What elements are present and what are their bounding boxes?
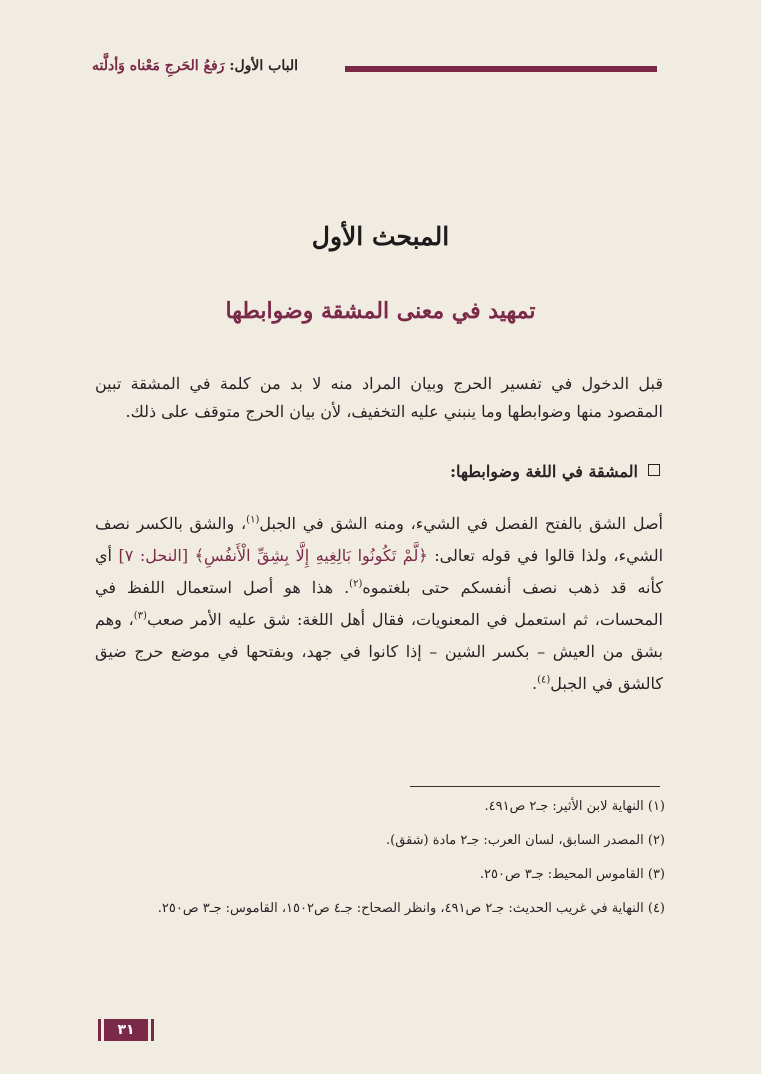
- footnote-2: (٢) المصدر السابق، لسان العرب: جـ٢ مادة (شقق).: [386, 833, 665, 848]
- intro-paragraph: قبل الدخول في تفسير الحرج وبيان المراد منه لا بد من كلمة في المشقة تبين المقصود منها وضوابطها وما ينبني عليه التخفيف، لأن بيان الحرج متوقف على ذلك.: [95, 374, 663, 421]
- footnote-1: (١) النهاية لابن الأثير: جـ٢ ص٤٩١.: [484, 799, 665, 814]
- header-subtitle: رَفعُ الحَرجِ مَعْناه وَأدلَّته: [92, 58, 225, 74]
- footnote-3: (٣) القاموس المحيط: جـ٣ ص٢٥٠.: [479, 867, 665, 882]
- verse-reference: [النحل: ٧]: [118, 546, 189, 565]
- footnote-ref-2[interactable]: (٢): [349, 578, 363, 590]
- body-text-3: أي كأنه قد ذهب نصف أنفسكم حتى بلغتموه: [95, 546, 664, 597]
- running-header: [92, 58, 298, 74]
- body-paragraph: [95, 508, 663, 700]
- subsection-title: تمهيد في معنى المشقة وضوابطها: [225, 298, 536, 324]
- section-title: المبحث الأول: [311, 222, 450, 251]
- footnote-4: (٤) النهاية في غريب الحديث: جـ٢ ص٤٩١، وانظر الصحاح: جـ٤ ص١٥٠٢، القاموس: جـ٣ ص٢٥٠.: [157, 901, 665, 916]
- header-rule: [345, 66, 657, 72]
- body-text-4: . هذا هو أصل استعمال اللفظ في المحسات، ثم استعمل في المعنويات، فقال أهل اللغة: شق عليه الأمر صعب: [95, 578, 663, 629]
- footnote-separator: [410, 786, 660, 787]
- footnote-ref-4[interactable]: (٤): [537, 674, 551, 686]
- body-text-2: ، والشق بالكسر نصف الشيء، ولذا قالوا في قوله تعالى:: [95, 514, 664, 565]
- body-text-5: ، وهم بشق من العيش – بكسر الشين – إذا كانوا في جهد، وبفتحها في موضع حرج ضيق كالشق في الجبل: [95, 610, 663, 693]
- subheading-text: المشقة في اللغة وضوابطها:: [450, 462, 638, 481]
- subheading: [95, 462, 660, 481]
- page-number: ٣١: [104, 1019, 148, 1041]
- square-bullet-icon: [648, 464, 660, 476]
- header-chapter: الباب الأول:: [229, 58, 299, 74]
- footnote-ref-1[interactable]: (١): [246, 514, 260, 526]
- body-text-1: أصل الشق بالفتح الفصل في الشيء، ومنه الشق في الجبل: [259, 514, 663, 533]
- quran-verse: ﴿لَّمْ تَكُونُوا بَالِغِيهِ إِلَّا بِشِقِّ الْأَنفُسِ﴾: [194, 546, 428, 565]
- body-text-6: .: [531, 674, 538, 693]
- footnote-ref-3[interactable]: (٣): [133, 610, 147, 622]
